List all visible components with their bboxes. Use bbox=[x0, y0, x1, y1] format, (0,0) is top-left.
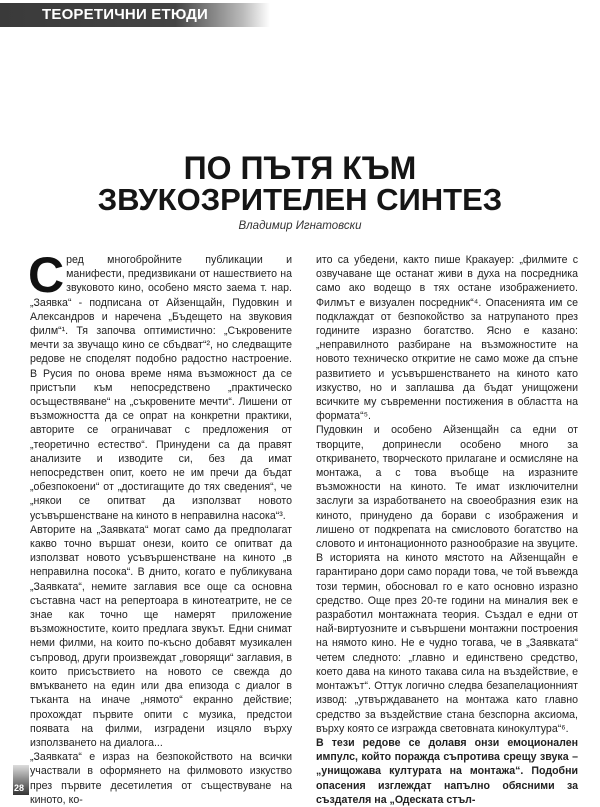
page-number: 28 bbox=[14, 783, 25, 793]
article-title-line-1: ПО ПЪТЯ КЪМ bbox=[183, 150, 417, 186]
paragraph: Авторите на „Заявката“ могат само да предполагат какво точно вършат онези, които се опитват да използват новото усъвършенстване на киното „в неправилна посока“. В днито, когато е публикувана „Заявката“, немите заглавия все още са основна съставна част на репертоара в кинотеатрите, не се знае как точно ще намерят приложение възможностите, които предлага звукът. Едни снимат неми филми, на които по-късно добавят музикален съпровод, други произвеждат „говорящи“ заглавия, в които присъствието на новото се свежда до вмъкването на един или два епизода с диалог в тъканта на иначе „нямото“ екранно действие; прохождат първите опити с музика, предстои появата на филми, изградени изцяло върху използването на диалога... bbox=[30, 523, 292, 749]
page-number-tab bbox=[13, 765, 29, 795]
paragraph: „Заявката“ е израз на безпокойството на всички участвали в оформянето на филмовото изкуство през първите десетилетия от съществуване на киното, ко- bbox=[30, 751, 292, 806]
paragraph: ито са убедени, както пише Кракауер: „филмите с озвучаване ще останат живи в духа на посредника само ако водещо в тях остане изображението. Филмът е визуален посредник“⁴. Опасенията им се подклаждат от безпокойство за натрупаното през годините изразно богатство. Ясно е казано: „неправилното разбиране на възможностите на новото техническо откритие не само може да спъне развитието и усъвършенстването на киното като изкуство, но и заплашва да бъдат унищожени всичките му съвременни постижения в областта на формата“⁵. bbox=[316, 254, 578, 423]
paragraph: В тези редове се долавя онзи емоционален импулс, който поражда съпротива срещу звука – „унищожава културата на монтажа“. Подобни опасения изглеждат напълно обясними за създателя на „Одеската стъл- bbox=[316, 736, 578, 806]
section-header-bar bbox=[0, 3, 270, 27]
article-title-line-2: ЗВУКОЗРИТЕЛЕН СИНТЕЗ bbox=[97, 182, 503, 217]
left-column bbox=[28, 247, 292, 807]
paragraph-text: ред многобройните публикации и манифести, предизвикани от нашествието на звуковото кино, особено място заема т. нар. „Заявка“ - подписана от Айзенщайн, Пудовкин и Александров и наречена „Бъдещето на звуковия филм“¹. Тя започва оптимистично: „Съкровените мечти за звучащо кино се сбъдват“², но следващите редове не споделят подобно радостно настроение. В Русия по онова време няма възможност да се пристъпи към непосредствено „практическо осъществяване“ на „съкровените мечти“. Лишени от възможността да се опрат на конкретни практики, авторите се ограничават с предложения от „теоретично естество“. Принудени са да правят анализите и изводите си, без да имат непосредствен опит, което не им пречи да бъдат „обезпокоени“ от „достигащите до тях сведения“, че „някои се опитват да използват новото усъвършенстване на киното в неправилна насока“³. bbox=[30, 254, 292, 522]
paragraph: Пудовкин и особено Айзенщайн са едни от творците, допринесли особено много за откриването, творческото прилагане и осмисляне на монтажа, а с това въобще на изразните възможности на киното. Те имат изключителни заслуги за изработването на своеобразния език на киното, принудено да борави с изображения и лишено от подкрепата на смисловото богатство на словото и интонационното разнообразие на звуците. В историята на киното мястото на Айзенщайн е гарантирано дори само поради това, че той въвежда този термин, обосновал го е като основно изразно средство. Още през 20-те години на миналия век е разработил монтажната теория. Създал е едни от най-виртуозните и съвършени монтажни построения на нямото кино. Не е чудно тогава, че в „Заявката“ четем следното: „главно и единствено средство, което дава на киното такава сила на въздействие, е монтажът“. Оттук логично следва безапелационният извод: „утвърждаването на монтажа като главно средство за въздействие стана безспорна аксиома, върху която се изгражда световната кинокултура“⁶. bbox=[316, 424, 578, 735]
paragraph bbox=[28, 247, 292, 523]
section-label: ТЕОРЕТИЧНИ ЕТЮДИ bbox=[42, 6, 209, 23]
article-author: Владимир Игнатовски bbox=[238, 220, 362, 232]
right-column bbox=[316, 253, 578, 807]
drop-cap: С bbox=[28, 247, 65, 303]
